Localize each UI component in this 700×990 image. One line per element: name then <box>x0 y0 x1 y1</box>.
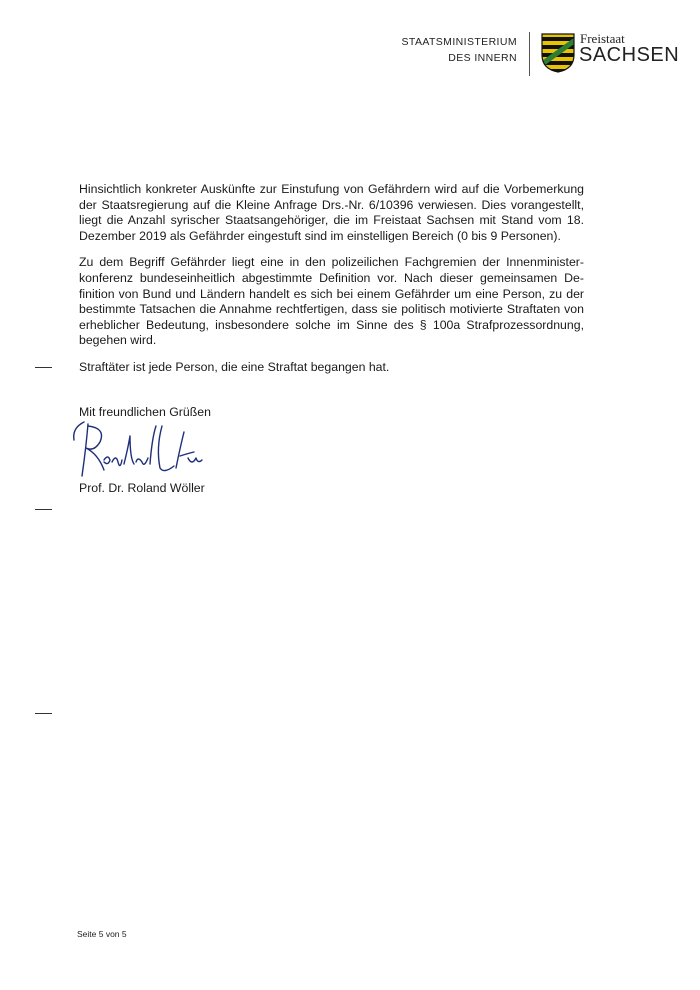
header-divider <box>529 32 530 76</box>
fold-mark-top <box>35 367 52 368</box>
letter-body <box>79 182 584 387</box>
paragraph-3: Straftäter ist jede Person, die eine Straftat begangen hat. <box>79 359 390 374</box>
letterhead <box>0 0 700 90</box>
ministry-line-1: STAATSMINISTERIUM <box>401 36 517 48</box>
page-number: Seite 5 von 5 <box>77 929 127 939</box>
saxony-coat-of-arms-icon <box>541 33 575 73</box>
paragraph-2: Zu dem Begriff Gefährder liegt eine in den polizeilichen Fachgremien der Innenministerkonferenz bundeseinheitlich abgestimmte Definition vor. Nach dieser gemeinsamen Definition von Bund und Ländern handelt es sich bei einem Gefährder um eine Person, zu der bestimmte Tatsachen die Annahme rechtfertigen, dass sie politisch motivierte Straftaten von erheblicher Bedeutung, insbesondere solche im Sinne des § 100a Strafprozessordnung, begehen wird. <box>79 255 584 348</box>
handwritten-signature <box>64 418 214 480</box>
punch-mark <box>35 509 52 510</box>
ministry-name <box>402 34 518 66</box>
paragraph-1: Hinsichtlich konkreter Auskünfte zur Einstufung von Gefährdern wird auf die Vorbemerkung der Staatsregierung auf die Kleine Anfrage Drs.-Nr. 6/10396 verwiesen. Dies vorangestellt, liegt die Anzahl syrischer Staatsangehöriger, die im Freistaat Sachsen mit Stand vom 18. Dezember 2019 als Gefährder eingestuft sind im einstelligen Bereich (0 bis 9 Personen). <box>79 182 584 243</box>
fold-mark-bottom <box>35 713 52 714</box>
signer-name: Prof. Dr. Roland Wöller <box>79 481 205 495</box>
ministry-line-2: DES INNERN <box>448 52 517 64</box>
closing-salutation: Mit freundlichen Grüßen <box>79 405 211 419</box>
state-name-small: Freistaat <box>580 31 625 46</box>
state-name-large: SACHSEN <box>579 44 680 66</box>
